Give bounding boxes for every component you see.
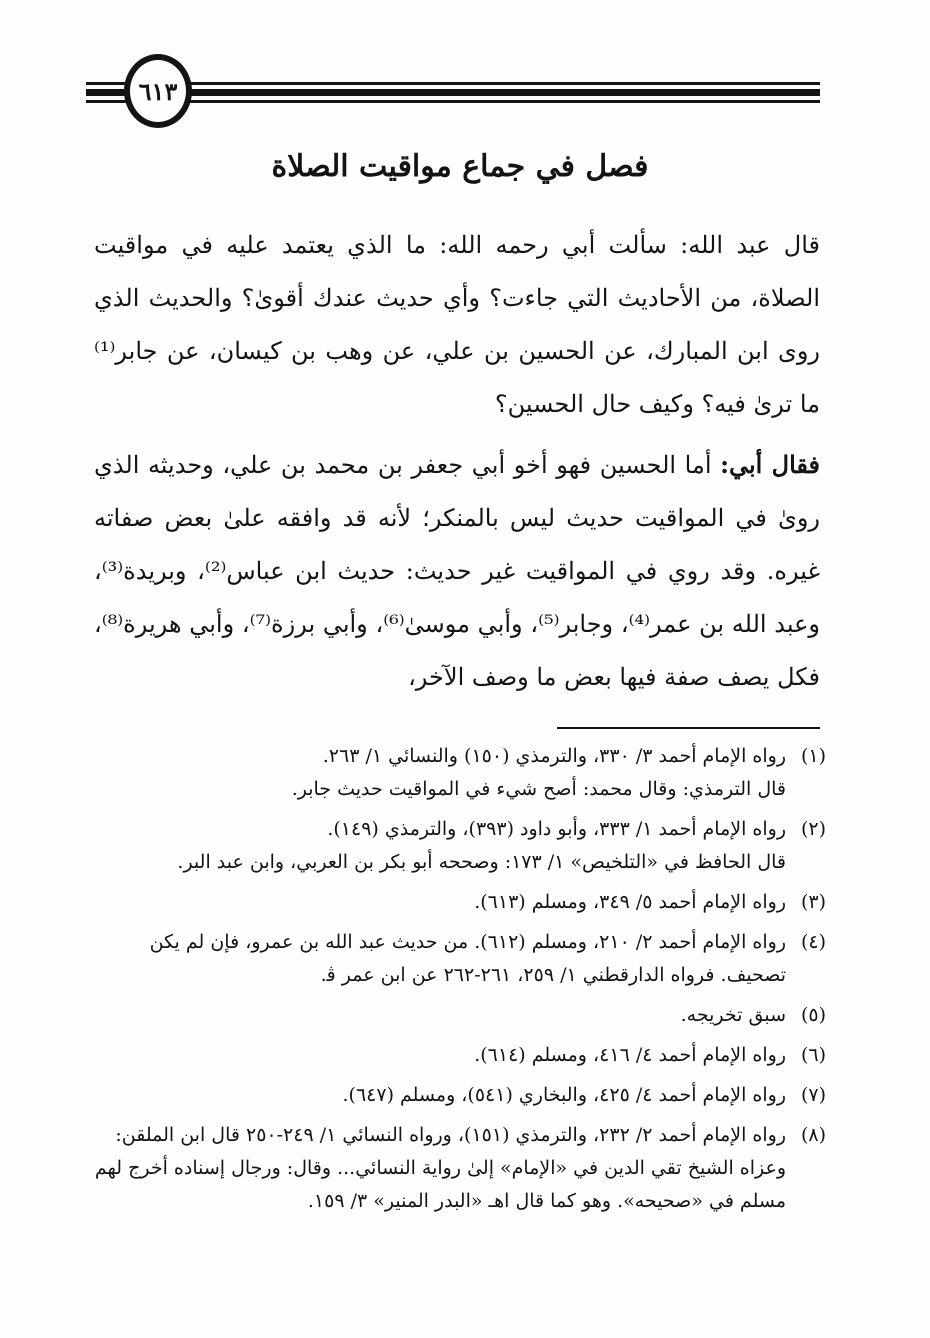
footnote-number: (٤) — [800, 931, 826, 953]
footnote-text — [94, 926, 786, 992]
footnote-item — [94, 926, 826, 992]
footnotes-list — [94, 740, 826, 1225]
header-rule-bottom — [86, 100, 820, 103]
footnote-item — [94, 999, 826, 1032]
footnote-text — [94, 999, 786, 1032]
paragraph-answer — [94, 438, 820, 704]
footnote-item — [94, 1039, 826, 1072]
footnote-line: رواه الإمام أحمد ١/ ٣٣٣، وأبو داود (٣٩٣)، والترمذي (١٤٩). — [327, 818, 786, 840]
footnote-item — [94, 813, 826, 879]
footnote-item — [94, 1119, 826, 1218]
page-header — [86, 54, 820, 136]
header-rule-middle — [86, 89, 820, 96]
footnote-number: (٦) — [800, 1044, 826, 1066]
footnote-number: (٧) — [800, 1084, 826, 1106]
footnote-line: سبق تخريجه. — [680, 1004, 786, 1026]
footnote-number: (٣) — [800, 891, 826, 913]
footnote-text — [94, 1039, 786, 1072]
footnote-text — [94, 813, 786, 879]
footnote-number: (١) — [800, 745, 826, 767]
answer-text: أما الحسين فهو أخو أبي جعفر بن محمد بن علي، وحديثه الذي روىٰ في المواقيت حديث ليس بالمنكر؛ لأنه قد وافقه علىٰ بعض صفاته غيره. وقد روي في المواقيت غير حديث: حديث ابن عباس⁽²⁾، وبريدة⁽³⁾، وعبد الله بن عمر⁽⁴⁾، وجابر⁽⁵⁾، وأبي موسىٰ⁽⁶⁾، وأبي برزة⁽⁷⁾، وأبي هريرة⁽⁸⁾، فكل يصف صفة فيها بعض ما وصف الآخر، — [94, 451, 821, 691]
footnote-number: (٢) — [800, 818, 826, 840]
paragraph-question: قال عبد الله: سألت أبي رحمه الله: ما الذي يعتمد عليه في مواقيت الصلاة، من الأحاديث التي جاءت؟ وأي حديث عندك أقوىٰ؟ والحديث الذي روى ابن المبارك، عن الحسين بن علي، عن وهب بن كيسان، عن جابر⁽¹⁾ ما ترىٰ فيه؟ وكيف حال الحسين؟ — [94, 231, 820, 418]
header-rule-top — [86, 82, 820, 85]
footnote-line: رواه الإمام أحمد ٢/ ٢٣٢، والترمذي (١٥١)، ورواه النسائي ١/ ٢٤٩-٢٥٠ قال ابن الملقن: وعزاه الشيخ تقي الدين في «الإمام» إلىٰ رواية النسائي... وقال: ورجال إسناده أخرج لهم مسلم في «صحيحه». وهو كما قال اهـ «البدر المنير» ٣/ ١٥٩. — [94, 1124, 786, 1212]
footnote-line: رواه الإمام أحمد ٤/ ٤٢٥، والبخاري (٥٤١)، ومسلم (٦٤٧). — [342, 1084, 786, 1106]
footnote-item — [94, 1079, 826, 1112]
footnote-line: رواه الإمام أحمد ٤/ ٤١٦، ومسلم (٦١٤). — [474, 1044, 786, 1066]
footnote-line: رواه الإمام أحمد ٣/ ٣٣٠، والترمذي (١٥٠) والنسائي ١/ ٢٦٣. — [322, 745, 786, 767]
footnote-item — [94, 886, 826, 919]
footnote-separator — [557, 727, 820, 729]
footnote-text — [94, 886, 786, 919]
page-number: ٦١٣ — [138, 76, 178, 106]
footnote-text — [94, 740, 786, 806]
footnote-item — [94, 740, 826, 806]
footnote-line: رواه الإمام أحمد ٥/ ٣٤٩، ومسلم (٦١٣). — [474, 891, 786, 913]
footnote-line: قال الترمذي: وقال محمد: أصح شيء في المواقيت حديث جابر. — [291, 778, 786, 800]
footnote-line: قال الحافظ في «التلخيص» ١/ ١٧٣: وصححه أبو بكر بن العربي، وابن عبد البر. — [177, 851, 786, 873]
footnote-line: رواه الإمام أحمد ٢/ ٢١٠، ومسلم (٦١٢). من حديث عبد الله بن عمرو، فإن لم يكن تصحيف. فرواه الدارقطني ١/ ٢٥٩، ٢٦١-٢٦٢ عن ابن عمر ﭬ. — [149, 931, 786, 986]
footnote-number: (٨) — [800, 1124, 826, 1146]
section-title: فصل في جماع مواقيت الصلاة — [271, 149, 649, 184]
footnote-text — [94, 1119, 786, 1218]
answer-lead: فقال أبي: — [720, 450, 820, 479]
footnote-text — [94, 1079, 786, 1112]
footnote-number: (٥) — [800, 1004, 826, 1026]
page-number-badge — [124, 54, 192, 128]
